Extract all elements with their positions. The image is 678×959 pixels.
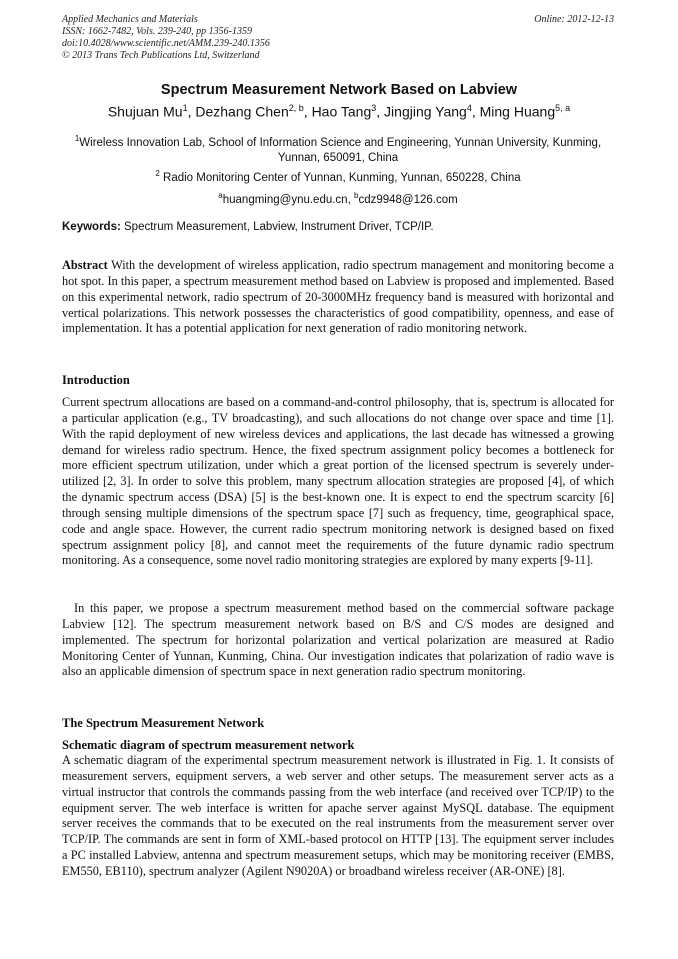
affiliation-text: Radio Monitoring Center of Yunnan, Kunming, Yunnan, 650228, China xyxy=(163,171,521,184)
abstract-label: Abstract xyxy=(62,258,108,272)
journal-name: Applied Mechanics and Materials xyxy=(62,14,198,25)
paragraph-text: A schematic diagram of the experimental spectrum measurement network is illustrated in Fig. 1. It consists of measurement servers, equipment servers, a web server and other setups. The measurement server acts as a virtual instructor that controls the commands passing from the web interface (and received over TCP/IP) to the equipment server. The web interface is written for apache server against MySQL database. The equipment server receives the commands that to be executed on the real instruments from the measurement server over TCP/IP. The commands are sent in form of XML-based protocol on HTTP [13]. The equipment server includes a PC installed Labview, antenna and spectrum measurement setups, which may be monitoring receiver (EMBS, EM550, EB110), spectrum analyzer (Agilent N9020A) or broadband wireless receiver (AR-ONE) [8]. xyxy=(62,753,614,878)
author-sup: 3 xyxy=(371,103,377,113)
email-link[interactable]: huangming@ynu.edu.cn, xyxy=(222,193,351,206)
abstract xyxy=(62,258,614,337)
affiliation-1 xyxy=(62,131,614,166)
paragraph-text: In this paper, we propose a spectrum measurement method based on the commercial software package Labview [12]. The spectrum measurement network based on B/S and C/S modes are designed and implemented. The spectrum for horizontal polarization and vertical polarization are measured at Radio Monitoring Center of Yunnan, Kunming, China. Our investigation indicates that polarization of radio wave is also an applicable dimension of spectrum space in next generation radio spectrum monitoring. xyxy=(62,601,614,679)
author-sup: 2, b xyxy=(288,103,304,113)
author-name: Hao Tang xyxy=(311,103,372,120)
paragraph xyxy=(62,395,614,569)
author-name: Shujuan Mu xyxy=(107,103,183,120)
author-name: Ming Huang xyxy=(479,103,556,120)
issn-line: ISSN: 1662-7482, Vols. 239-240, pp 1356-1359 xyxy=(62,26,252,37)
author-sup: 1 xyxy=(182,103,188,113)
author-sup: 4 xyxy=(466,103,472,113)
online-date: Online: 2012-12-13 xyxy=(534,14,614,25)
doi-line: doi:10.4028/www.scientific.net/AMM.239-240.1356 xyxy=(62,38,270,49)
paragraph xyxy=(62,753,614,880)
author-name: Dezhang Chen xyxy=(195,103,289,120)
keywords xyxy=(62,221,614,233)
email-sup: b xyxy=(353,191,359,200)
keywords-label: Keywords: xyxy=(62,221,121,233)
author-name: Jingjing Yang xyxy=(384,103,467,120)
section-heading: The Spectrum Measurement Network xyxy=(62,716,265,730)
affiliation-sup: 2 xyxy=(155,169,160,178)
copyright-line: © 2013 Trans Tech Publications Ltd, Switzerland xyxy=(62,50,260,61)
paragraph xyxy=(62,601,614,680)
paper-title: Spectrum Measurement Network Based on Labview xyxy=(160,82,518,98)
subsection-heading: Schematic diagram of spectrum measurement network xyxy=(62,738,355,752)
section-heading: Introduction xyxy=(62,373,130,387)
abstract-text: With the development of wireless application, radio spectrum management and monitoring become a hot spot. In this paper, a spectrum measurement method based on Labview is proposed and implemented. Based on this experimental network, radio spectrum of 20-3000MHz frequency band is measured with horizontal and vertical polarizations. This network possesses the characteristics of good compatibility, openness, and ease of implementation. It has a potential application for next generation of radio monitoring network. xyxy=(62,258,614,336)
author-list: Shujuan Mu$^1$, Dezhang Chen$^{2, b}$, Hao Tang$^3$, Jingjing Yang$^4$, Ming Huang$^{5, a}$ xyxy=(107,103,571,120)
author-sup: 5, a xyxy=(555,103,571,113)
affiliation-2 xyxy=(62,166,614,186)
keywords-text: Spectrum Measurement, Labview, Instrument Driver, TCP/IP. xyxy=(124,221,434,233)
email-sup: a xyxy=(218,191,223,200)
affiliation-sup: 1 xyxy=(74,134,80,143)
journal-header xyxy=(62,14,614,62)
paragraph-text: Current spectrum allocations are based on a command-and-control philosophy, that is, spectrum is allocated for a particular application (e.g., TV broadcasting), and such allocations do not change over space and time [1]. With the rapid deployment of new wireless devices and applications, the last decade has witnessed a growing demand for wireless radio spectrum. Hence, the fixed spectrum assignment policy becomes a bottleneck for more efficient spectrum utilization, under which a great portion of the licensed spectrum is severely under-utilized [2, 3]. In order to solve this problem, many spectrum allocation strategies are proposed [4], of which the dynamic spectrum access (DSA) [5] is the best-known one. It is expect to end the spectrum scarcity [6] through sensing multiple dimensions of the spectrum space [7] such as frequency, time, geographical space, code and angle space. However, the current radio spectrum monitoring network is designed based on fixed spectrum assignment policy [8], and cannot meet the requirements of the future dynamic radio spectrum monitoring. As a consequence, some novel radio monitoring strategies are explored by many experts [9-11]. xyxy=(62,395,614,568)
affiliation-text: Wireless Innovation Lab, School of Information Science and Engineering, Yunnan University, Kunming, Yunnan, 650091, China xyxy=(79,136,602,164)
email-link[interactable]: cdz9948@126.com xyxy=(358,193,458,206)
author-emails xyxy=(62,188,614,208)
